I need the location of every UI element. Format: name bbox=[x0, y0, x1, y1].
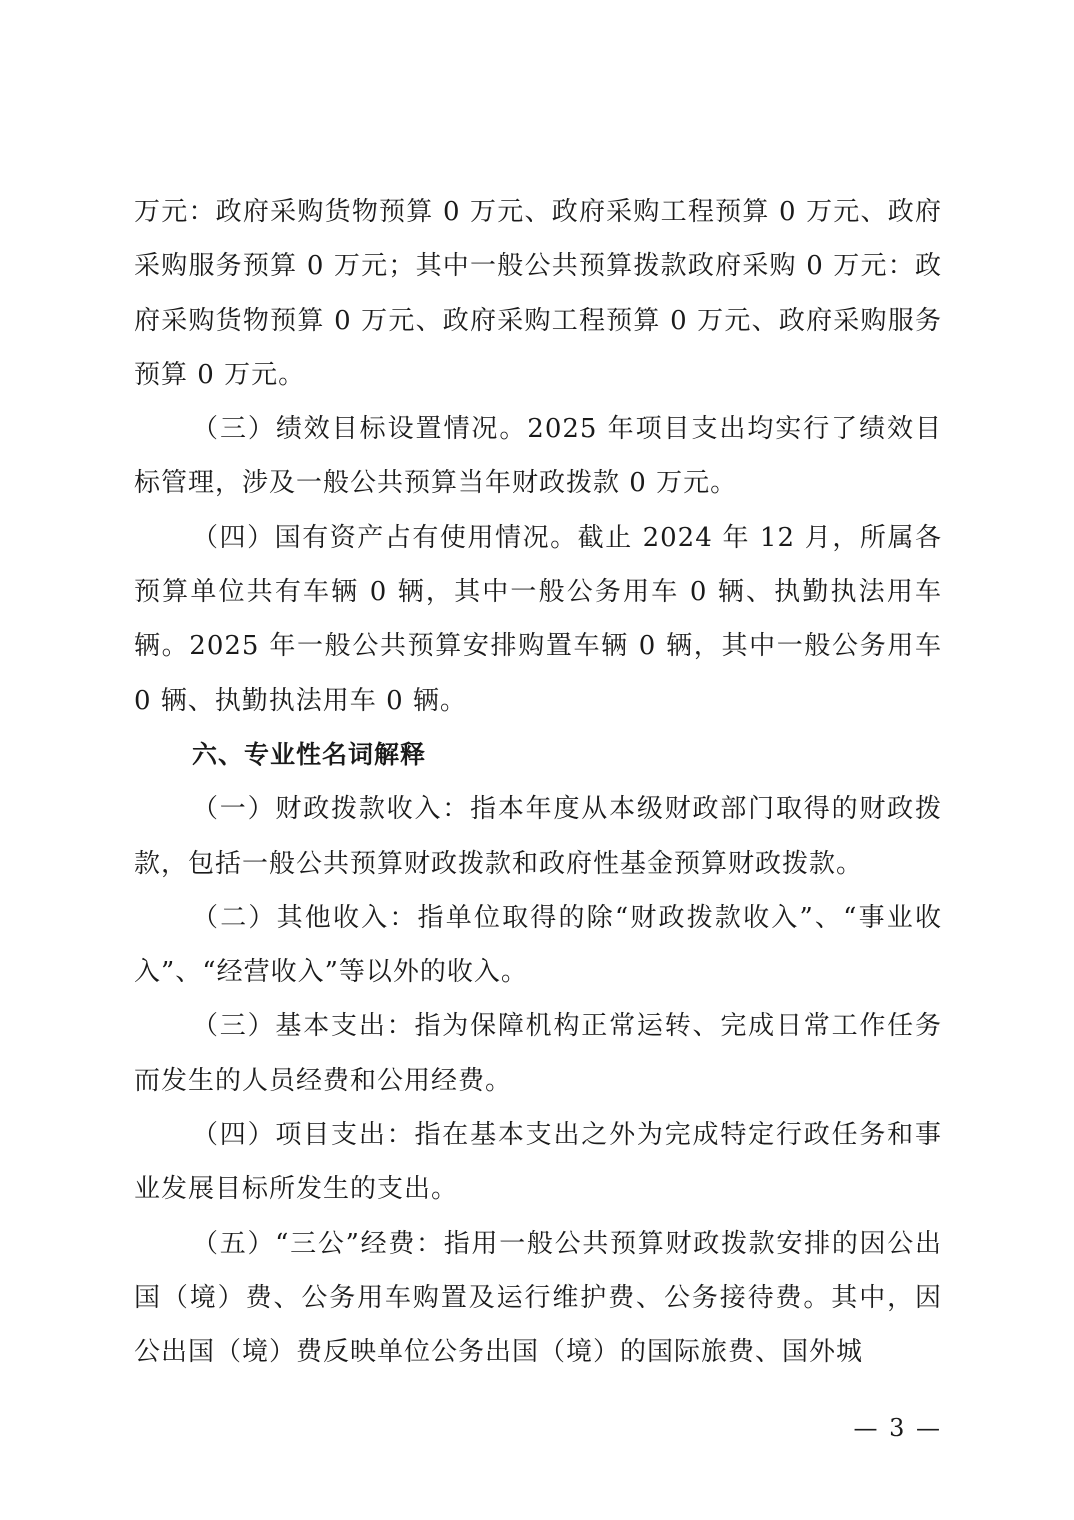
paragraph-term-basic-expenditure: （三）基本支出：指为保障机构正常运转、完成日常工作任务而发生的人员经费和公用经费。 bbox=[134, 1011, 942, 1096]
section-heading-terms: 六、专业性名词解释 bbox=[192, 739, 427, 769]
paragraph-term-three-public-funds: （五）“三公”经费：指用一般公共预算财政拨款安排的因公出国（境）费、公务用车购置及运行维护费、公务接待费。其中，因公出国（境）费反映单位公务出国（境）的国际旅费、国外城 bbox=[134, 1228, 942, 1368]
page-number: — 3 — bbox=[853, 1414, 942, 1442]
paragraph-term-project-expenditure: （四）项目支出：指在基本支出之外为完成特定行政任务和事业发展目标所发生的支出。 bbox=[134, 1120, 942, 1205]
paragraph-term-other-income: （二）其他收入：指单位取得的除“财政拨款收入”、“事业收入”、“经营收入”等以外的收入。 bbox=[134, 902, 942, 988]
document-body bbox=[134, 185, 942, 1380]
paragraph-performance-targets: （三）绩效目标设置情况。2025 年项目支出均实行了绩效目标管理，涉及一般公共预算当年财政拨款 0 万元。 bbox=[134, 414, 942, 499]
paragraph-term-fiscal-income: （一）财政拨款收入：指本年度从本级财政部门取得的财政拨款，包括一般公共预算财政拨款和政府性基金预算财政拨款。 bbox=[134, 794, 942, 879]
paragraph-procurement-continued: 万元：政府采购货物预算 0 万元、政府采购工程预算 0 万元、政府采购服务预算 0 万元；其中一般公共预算拨款政府采购 0 万元：政府采购货物预算 0 万元、政府采购工程预算 0 万元、政府采购服务预算 0 万元。 bbox=[134, 197, 942, 390]
paragraph-state-assets: （四）国有资产占有使用情况。截止 2024 年 12 月，所属各预算单位共有车辆 0 辆，其中一般公务用车 0 辆、执勤执法用车辆。2025 年一般公共预算安排购置车辆 0 辆，其中一般公务用车 0 辆、执勤执法用车 0 辆。 bbox=[134, 522, 942, 716]
